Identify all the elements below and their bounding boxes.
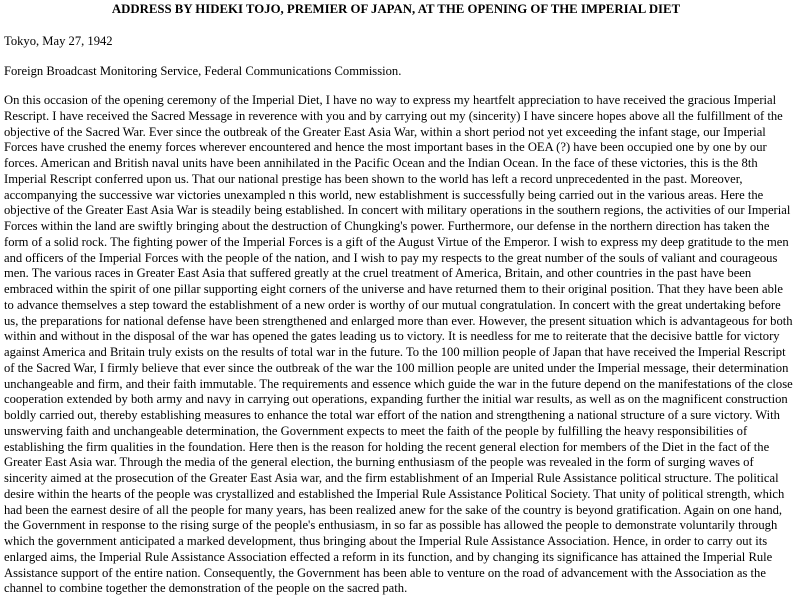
- source-line: Foreign Broadcast Monitoring Service, Federal Communications Commission.: [4, 64, 402, 78]
- dateline: Tokyo, May 27, 1942: [4, 34, 113, 48]
- body-paragraph: On this occasion of the opening ceremony of the Imperial Diet, I have no way to express my heartfelt appreciation to have received the gracious Imperial Rescript. I have received the Sacred Message in reverence with you and by carrying out my (sincerity) I have sincere hopes above all the fulfillment of the objective of the Sacred War. Ever since the outbreak of the Greater East Asia War, within a short period not yet exceeding the infant stage, our Imperial Forces have crushed the enemy forces wherever encountered and hence the most important bases in the OEA (?) have been occupied one by one by our forces. American and British naval units have been annihilated in the Pacific Ocean and the Indian Ocean. In the face of these victories, this is the 8th Imperial Rescript conferred upon us. That our national prestige has been shown to the world has left a record unprecedented in the past. Moreover, accompanying the successive war victories unexampled n this world, new establishment is successfully being carried out in the various areas. Here the objective of the Greater East Asia War is steadily being established. In concert with military operations in the southern regions, the activities of our Imperial Forces within the land are swiftly bringing about the destruction of Chungking's power. Furthermore, our defense in the northern direction has taken the form of a solid rock. The fighting power of the Imperial Forces is a gift of the August Virtue of the Emperor. I wish to express my deep gratitude to the men and officers of the Imperial Forces with the people of the nation, and I wish to pay my respects to the great number of the souls of valiant and courageous men. The various races in Greater East Asia that suffered greatly at the cruel treatment of America, Britain, and other countries in the past have been embraced within the spirit of one pillar supporting eight corners of the universe and have returned them to their original position. That they have been able to advance themselves a step toward the establishment of a new order is worthy of our mutual congratulation. In concert with the great undertaking before us, the preparations for national defense have been strengthened and enlarged more than ever. However, the present situation which is advantageous for both within and without in the disposal of the war has opened the gates leading us to victory. It is needless for me to reiterate that the decisive battle for victory against America and Britain truly exists on the results of total war in the future. To the 100 million people of Japan that have received the Imperial Rescript of the Sacred War, I firmly believe that ever since the outbreak of the war the 100 million people are united under the Imperial message, their determination unchangeable and firm, and their faith immutable. The requirements and essence which guide the war in the future depend on the manifestations of the close cooperation extended by both army and navy in carrying out operations, expanding further the initial war results, as well as on the magnificent construction boldly carried out, thereby establishing measures to enhance the total war effort of the nation and strengthening a national structure of a sure victory. With unswerving faith and unchangeable determination, the Government expects to meet the faith of the people by fulfilling the heavy responsibilities of establishing the firm qualities in the foundation. Here then is the reason for holding the recent general election for members of the Diet in the fact of the Greater East Asia war. Through the media of the general election, the burning enthusiasm of the people was revealed in the form of surging waves of sincerity aimed at the prosecution of the Greater East Asia war, and the firm establishment of an Imperial Rule Assistance political structure. The political desire within the hearts of the people was crystallized and established the Imperial Rule Assistance Political Society. That unity of political strength, which had been the earnest desire of all the people for many years, has been realized anew for the sake of the country is beyond gratification. Again on one hand, the Government in response to the rising surge of the people's enthusiasm, in so far as possible has allowed the people to demonstrate voluntarily through which the government anticipated a marked development, thus bringing about the Imperial Rule Assistance Association. Hence, in order to carry out its enlarged aims, the Imperial Rule Assistance Association effected a reform in its function, and by changing its significance has attained the Imperial Rule Assistance support of the entire nation. Consequently, the Government has been able to venture on the road of advancement with the Association as the channel to combine together the demonstration of the people on the sacred path.: [4, 93, 793, 596]
- document-page: [0, 1, 792, 597]
- document-title: ADDRESS BY HIDEKI TOJO, PREMIER OF JAPAN, AT THE OPENING OF THE IMPERIAL DIET: [111, 2, 681, 16]
